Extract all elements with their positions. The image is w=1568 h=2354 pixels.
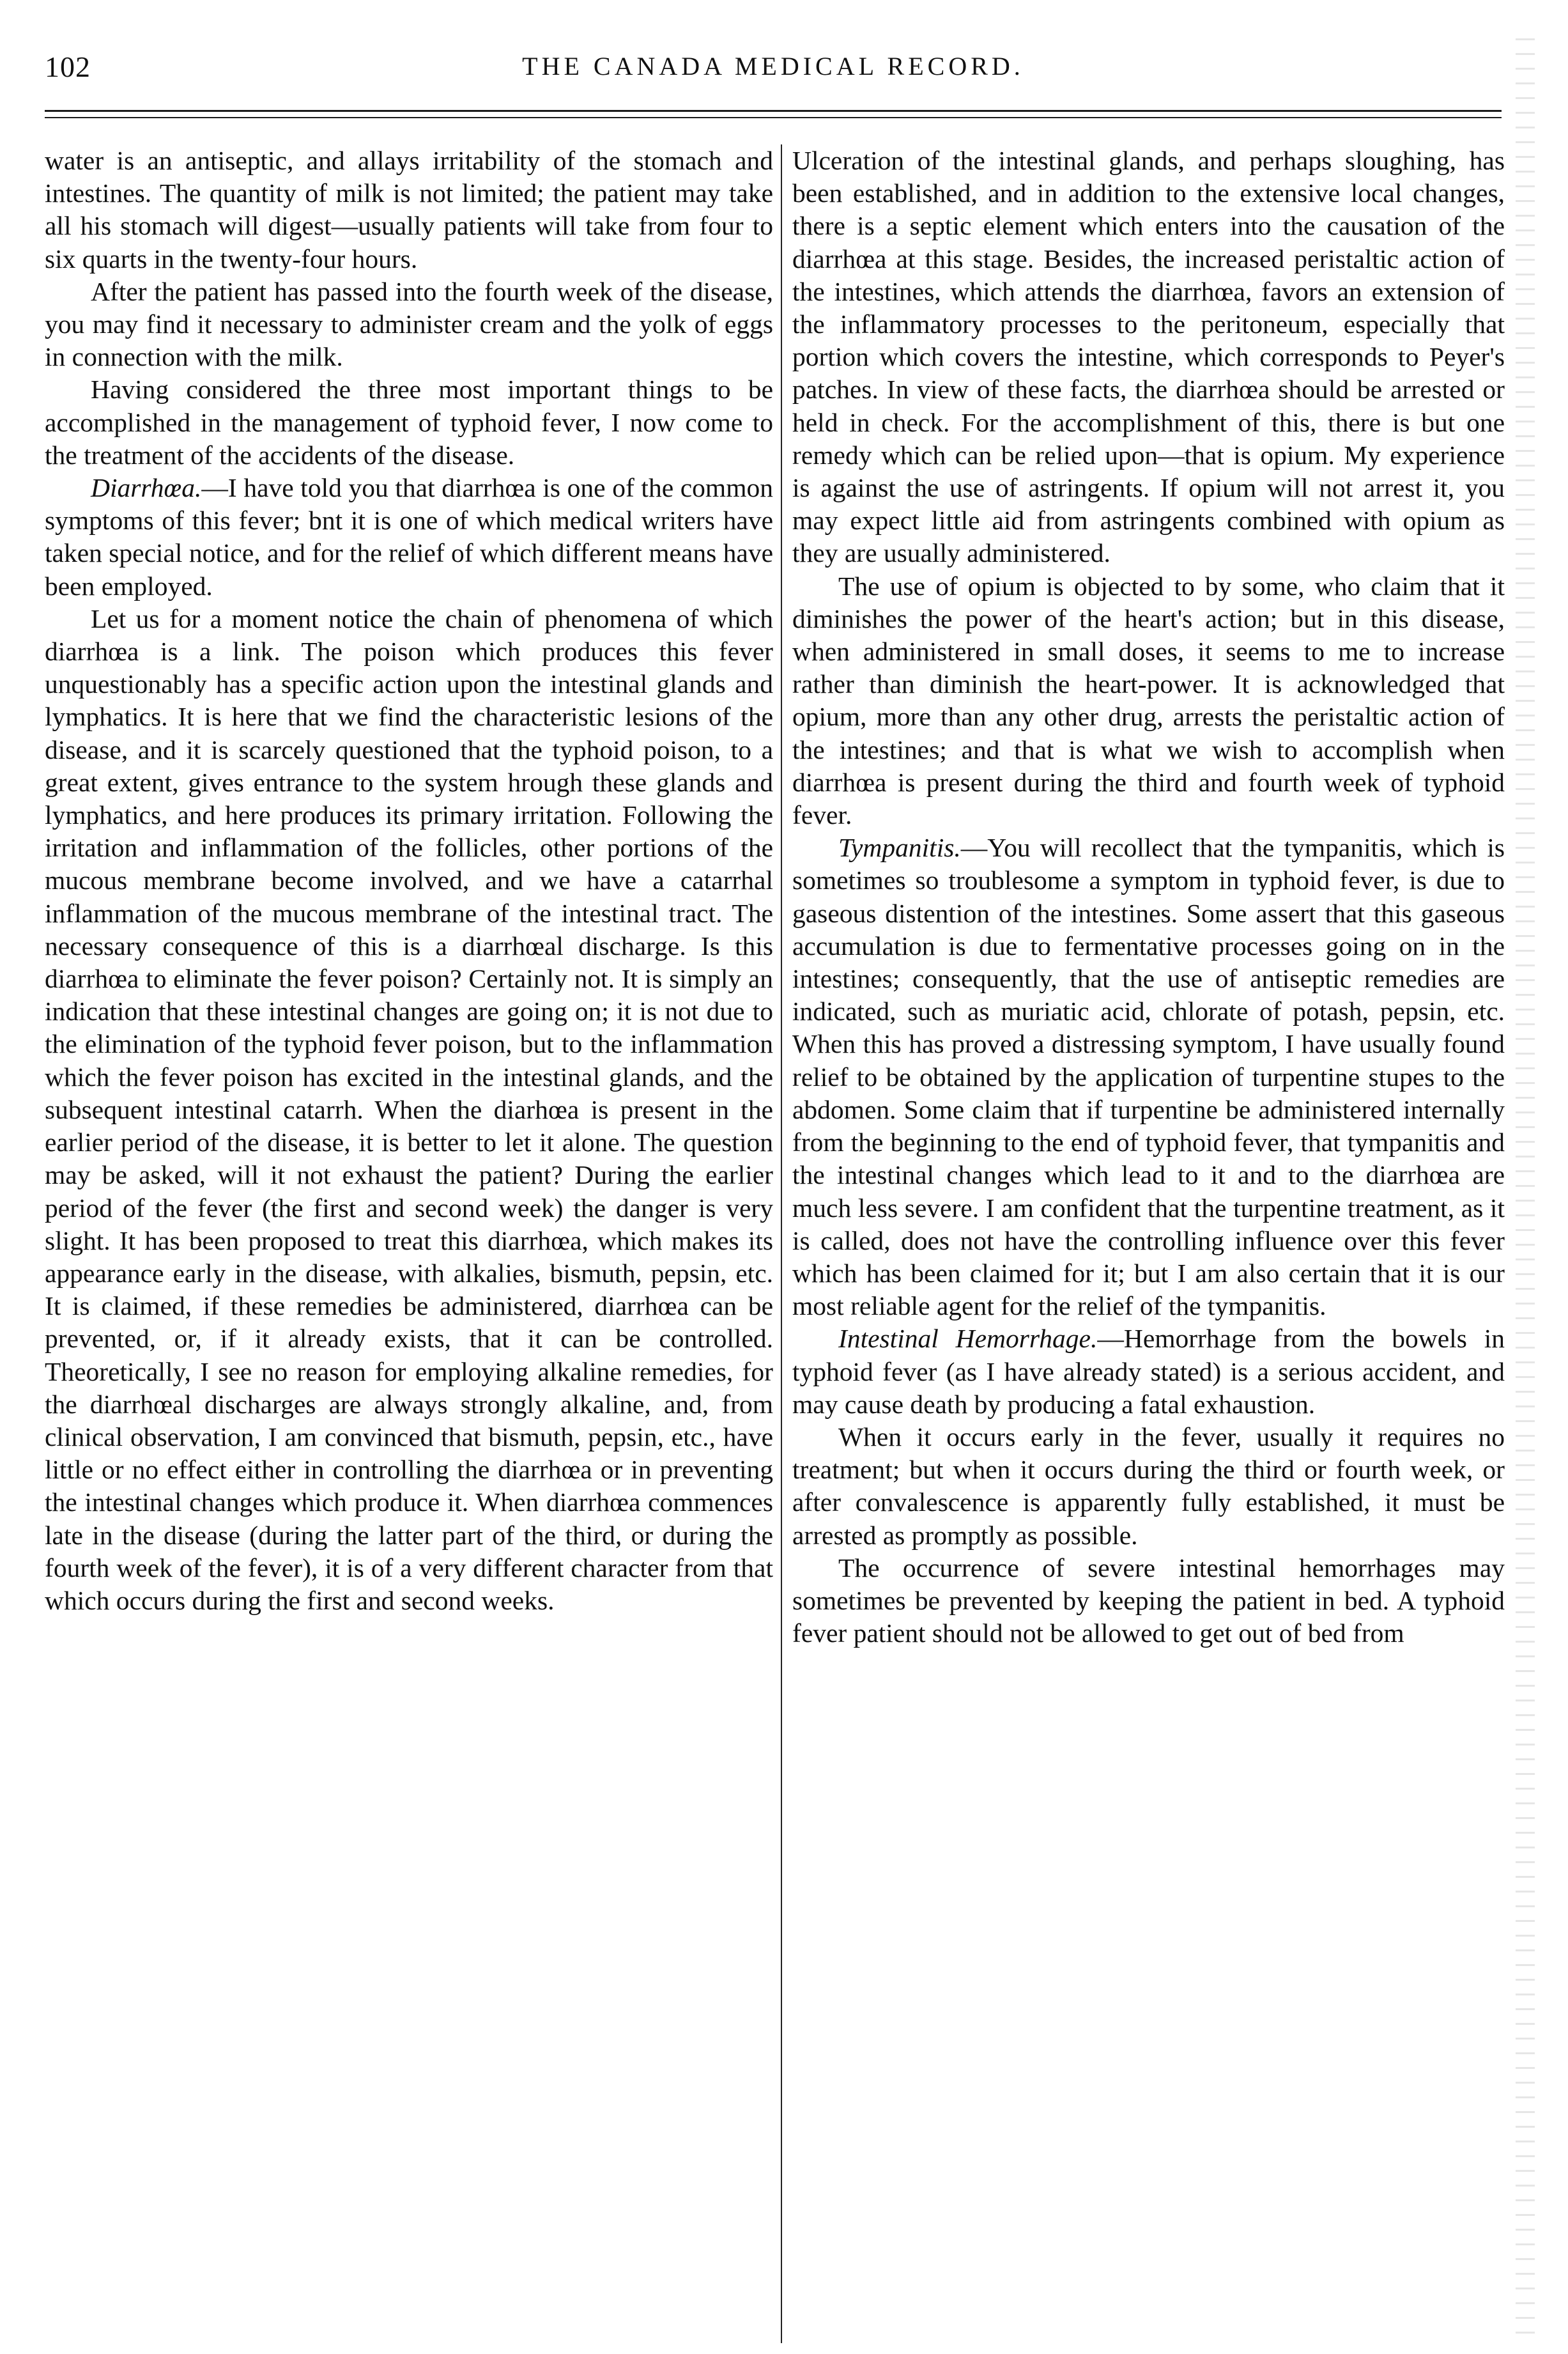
running-head: THE CANADA MEDICAL RECORD.: [522, 52, 1024, 81]
paragraph-text: Having considered the three most important things to be accomplished in the management of typhoid fever, I now come to the treatment of the accidents of the disease.: [45, 375, 773, 470]
scan-edge-artifact: [1516, 38, 1535, 2339]
paragraph: [45, 275, 773, 374]
section-paragraph: [792, 832, 1505, 1322]
paragraph: [45, 144, 773, 275]
paragraph-text: When it occurs early in the fever, usually it requires no treatment; but when it occurs during the third or fourth week, or after convalescence is apparently fully established, it must be arrested as promptly as possible.: [792, 1421, 1505, 1550]
paragraph-text: Ulceration of the intestinal glands, and perhaps sloughing, has been established, and in addition to the extensive local changes, there is a septic element which enters into the causation of the diarrhœa at this stage. Besides, the increased peristaltic action of the intestines, which attends the diarrhœa, favors an extension of the inflammatory processes to the peritoneum, especially that portion which covers the intestine, which corresponds to Peyer's patches. In view of these facts, the diarrhœa should be arrested or held in check. For the accomplishment of this, there is but one remedy which can be relied upon—that is opium. My experience is against the use of astringents. If opium will not arrest it, you may expect little aid from astringents combined with opium as they are usually administered.: [792, 146, 1505, 568]
section-paragraph: [45, 472, 773, 603]
left-column: [45, 144, 773, 2330]
page-number: 102: [45, 50, 91, 83]
header-rule-top: [45, 110, 1502, 112]
paragraph-text: Let us for a moment notice the chain of phenomena of which diarrhœa is a link. The poison which produces this fever unquestionably has a specific action upon the intestinal glands and lymphatics. It is here that we find the characteristic lesions of the disease, and it is scarcely questioned that the typhoid poison, to a great extent, gives entrance to the system hrough these glands and lymphatics, and here produces its primary irritation. Following the irritation and inflammation of the follicles, other portions of the mucous membrane become involved, and we have a catarrhal inflammation of the mucous membrane of the intestinal tract. The necessary consequence of this is a diarrhœal discharge. Is this diarrhœa to eliminate the fever poison? Certainly not. It is simply an indication that these intestinal changes are going on; it is not due to the elimination of the typhoid fever poison, but to the inflammation which the fever poison has excited in the intestinal glands, and the subsequent intestinal catarrh. When the diarhœa is present in the earlier period of the disease, it is better to let it alone. The question may be asked, will it not exhaust the patient? During the earlier period of the fever (the first and second week) the danger is very slight. It has been proposed to treat this diarrhœa, which makes its appearance early in the disease, with alkalies, bismuth, pepsin, etc. It is claimed, if these remedies be administered, diarrhœa can be prevented, or, if it already exists, that it can be controlled. Theoretically, I see no reason for employing alkaline remedies, for the diarrhœal discharges are always strongly alkaline, and, from clinical observation, I am convinced that bismuth, pepsin, etc., have little or no effect either in controlling the diarrhœa or in preventing the intestinal changes which produce it. When diarrhœa commences late in the disease (during the latter part of the third, or during the fourth week of the fever), it is of a very different character from that which occurs during the first and second weeks.: [45, 603, 773, 1615]
section-paragraph: [792, 1322, 1505, 1421]
header-rule-bottom: [45, 117, 1502, 118]
section-heading: Tympanitis.: [838, 833, 961, 863]
paragraph: [792, 144, 1505, 570]
paragraph-text: water is an antiseptic, and allays irritability of the stomach and intestines. The quantity of milk is not limited; the patient may take all his stomach will digest—usually patients will take from four to six quarts in the twenty-four hours.: [45, 146, 773, 274]
paragraph-text: The use of opium is objected to by some, who claim that it diminishes the power of the heart's action; but in this disease, when administered in small doses, it seems to me to increase rather than diminish the heart-power. It is acknowledged that opium, more than any other drug, arrests the peristaltic action of the intestines; and that is what we wish to accomplish when diarrhœa is present during the third and fourth week of typhoid fever.: [792, 571, 1505, 830]
paragraph: [792, 1552, 1505, 1650]
paragraph-text: —You will recollect that the tympanitis, which is sometimes so troublesome a symptom in typhoid fever, is due to gaseous distention of the intestines. Some assert that this gaseous accumulation is due to fermentative processes going on in the intestines; consequently, that the use of antiseptic remedies are indicated, such as muriatic acid, chlorate of potash, pepsin, etc. When this has proved a distressing symptom, I have usually found relief to be obtained by the application of turpentine stupes to the abdomen. Some claim that if turpentine be administered internally from the beginning to the end of typhoid fever, that tympanitis and the intestinal changes which lead to it and to the diarrhœa are much less severe. I am confident that the turpentine treatment, as it is called, does not have the controlling influence over this fever which has been claimed for it; but I am also certain that it is our most reliable agent for the relief of the tympanitis.: [792, 833, 1505, 1321]
column-divider: [781, 144, 782, 2343]
paragraph-text: —Hemorrhage from the bowels in typhoid fever (as I have already stated) is a serious accident, and may cause death by producing a fatal exhaustion.: [792, 1324, 1505, 1419]
right-column: [792, 144, 1505, 2330]
paragraph-text: After the patient has passed into the fourth week of the disease, you may find it necessary to administer cream and the yolk of eggs in connection with the milk.: [45, 276, 773, 372]
page-header: [45, 50, 1502, 95]
paragraph: [45, 373, 773, 472]
paragraph: [45, 603, 773, 1617]
section-heading: Diarrhœa.: [91, 473, 202, 503]
paragraph: [792, 570, 1505, 832]
paragraph: [792, 1421, 1505, 1552]
section-heading: Intestinal Hemorrhage.: [838, 1324, 1098, 1354]
paragraph-text: —I have told you that diarrhœa is one of the common symptoms of this fever; bnt it is one of which medical writers have taken special notice, and for the relief of which different means have been employed.: [45, 473, 773, 601]
paragraph-text: The occurrence of severe intestinal hemorrhages may sometimes be prevented by keeping the patient in bed. A typhoid fever patient should not be allowed to get out of bed from: [792, 1553, 1505, 1648]
